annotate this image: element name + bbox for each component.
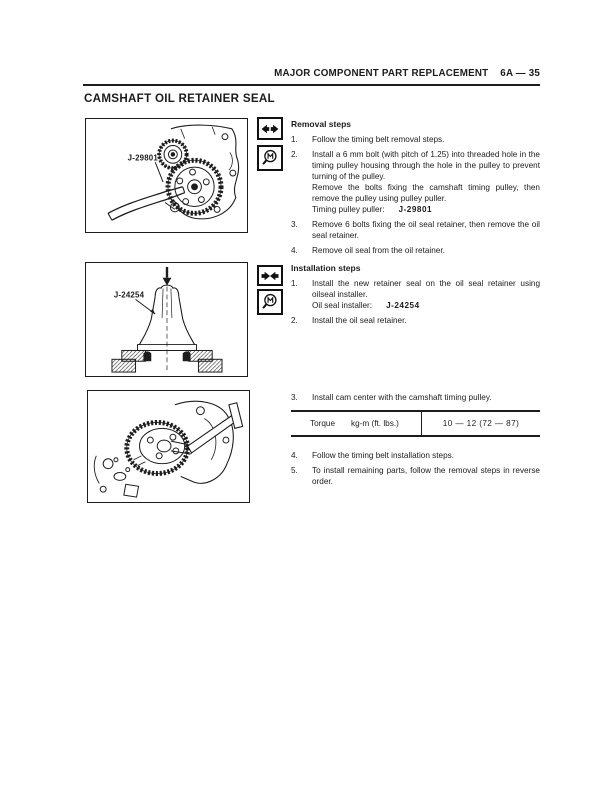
step-number: 3.	[291, 220, 298, 229]
step-number: 1.	[291, 279, 298, 288]
tool-reference	[312, 204, 540, 215]
torque-table	[291, 410, 540, 437]
step-text: Remove oil seal from the oil retainer.	[312, 246, 445, 255]
tool-number: J-24254	[386, 301, 420, 310]
step-number: 4.	[291, 451, 298, 460]
figure-cam-center-torque	[87, 390, 250, 503]
step-number: 3.	[291, 393, 298, 402]
figure-2-tool-label: J-24254	[113, 290, 145, 300]
installation-step-1	[291, 278, 540, 311]
arrows-outward-icon	[260, 122, 280, 136]
tool-label: Oil seal installer:	[312, 301, 373, 310]
page-number: 6A — 35	[500, 68, 540, 79]
timing-pulley-puller-drawing	[86, 119, 247, 232]
step-text: Install a 6 mm bolt (with pitch of 1.25) into threaded hole in the timing pulley housing through the hole in the pulley to prevent turning of the pulley.	[312, 150, 540, 181]
tool-reference	[312, 300, 540, 311]
removal-step-1	[291, 134, 540, 145]
step-number: 2.	[291, 150, 298, 159]
installation-step-2	[291, 315, 540, 326]
step-number: 1.	[291, 135, 298, 144]
header-rule	[83, 84, 540, 86]
removal-heading: Removal steps	[291, 119, 351, 129]
step-text: Follow the timing belt removal steps.	[312, 135, 445, 144]
step-text-continued: Remove the bolts fixing the camshaft timing pulley, then remove the pulley using pulley puller.	[312, 183, 540, 203]
tool-label: Timing pulley puller:	[312, 205, 385, 214]
special-tool-symbol-box-install	[257, 289, 283, 315]
step-text: Follow the timing belt installation steps.	[312, 451, 454, 460]
figure-oil-seal-installer	[85, 262, 248, 377]
torque-unit: kg-m (ft. lbs.)	[351, 419, 399, 428]
figure-timing-pulley-puller	[85, 118, 248, 233]
removal-section	[291, 119, 540, 260]
step-number: 5.	[291, 466, 298, 475]
magnifier-special-tool-icon	[260, 148, 280, 168]
step-text: Install the new retainer seal on the oil seal retainer using oilseal installer.	[312, 279, 540, 299]
tool-number: J-29801	[398, 205, 433, 214]
magnifier-special-tool-icon	[260, 292, 280, 312]
step-text: To install remaining parts, follow the removal steps in reverse order.	[312, 466, 540, 486]
step-number: 2.	[291, 316, 298, 325]
torque-table-spec-cell	[291, 412, 422, 435]
installation-section-continued	[291, 392, 540, 491]
oil-seal-installer-drawing	[86, 263, 247, 376]
special-tool-symbol-box-removal	[257, 145, 283, 171]
removal-step-3	[291, 219, 540, 241]
running-header	[83, 68, 540, 79]
removal-step-2	[291, 149, 540, 215]
step-number: 4.	[291, 246, 298, 255]
step-text: Remove 6 bolts fixing the oil seal retainer, then remove the oil seal retainer.	[312, 220, 540, 240]
figure-1-tool-label: J-29801	[127, 153, 158, 163]
installation-step-4	[291, 450, 540, 461]
removal-symbol-box	[257, 117, 283, 140]
arrows-inward-icon	[260, 269, 280, 283]
installation-section	[291, 263, 540, 330]
installation-step-3	[291, 392, 540, 403]
step-text: Install cam center with the camshaft timing pulley.	[312, 393, 492, 402]
installation-symbol-box	[257, 265, 283, 286]
installation-heading: Installation steps	[291, 263, 361, 273]
torque-value: 10 — 12 (72 — 87)	[442, 419, 520, 428]
torque-label: Torque	[310, 419, 336, 428]
step-text: Install the oil seal retainer.	[312, 316, 407, 325]
running-header-title: MAJOR COMPONENT PART REPLACEMENT	[274, 68, 489, 79]
cam-center-torque-drawing	[88, 391, 249, 502]
removal-step-4	[291, 245, 540, 256]
page-title: CAMSHAFT OIL RETAINER SEAL	[84, 92, 275, 105]
installation-step-5	[291, 465, 540, 487]
